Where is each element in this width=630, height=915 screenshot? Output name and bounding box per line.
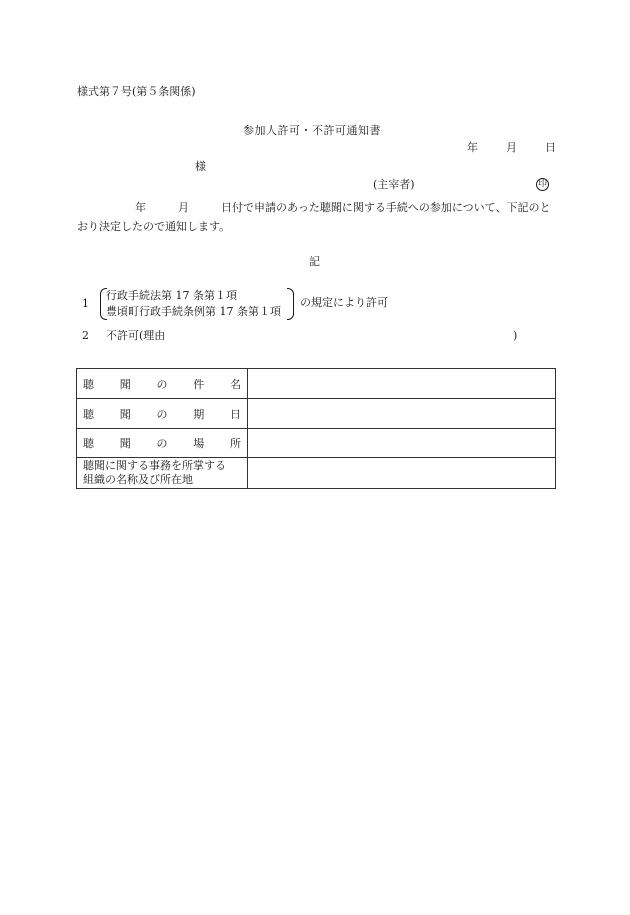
label-char: の [156,437,168,450]
ki-heading: 記 [309,255,320,268]
label-char: 聴 [83,377,94,391]
table-row-place [77,429,556,458]
row-label-hearing-name [77,369,248,399]
label-char: 所 [230,437,241,450]
item-2-close-paren: ) [513,329,518,342]
label-char: 聴 [83,407,94,421]
value-organization[interactable] [248,458,556,489]
label-char: 件 [193,377,205,391]
table-row-date [77,399,556,429]
seal-mark-icon: 印 [537,179,547,189]
label-char: 名 [230,377,241,391]
label-char: 聞 [119,437,131,450]
row-label-organization [77,458,248,489]
addressee-suffix: 様 [195,160,206,173]
body-month-label: 月 [178,201,189,214]
organizer-label: (主宰者) [373,178,415,191]
form-number-label: 様式第７号(第５条関係) [77,85,196,98]
label-char: の [156,407,168,421]
body-year-label: 年 [135,201,146,214]
date-month-label: 月 [506,141,517,154]
right-bracket [287,288,294,320]
document-title: 参加人許可・不許可通知書 [243,124,381,137]
label-char: 聞 [119,407,131,421]
item-2-text: 不許可(理由 [106,329,166,342]
hearing-info-table [76,368,556,489]
issue-date-line [467,142,556,153]
value-hearing-name[interactable] [248,369,556,399]
value-hearing-date[interactable] [248,399,556,429]
value-hearing-place[interactable] [248,429,556,458]
label-char: 場 [193,437,205,450]
label-char: 期 [193,407,205,421]
item-1-number: 1 [82,297,89,310]
date-year-label: 年 [467,141,478,154]
item-1-law-2: 豊頃町行政手続条例第 17 条第１項 [106,305,281,318]
label-char: 聴 [83,437,94,450]
date-day-label: 日 [545,141,556,154]
notification-body [77,198,555,236]
table-row-name [77,369,556,399]
item-1-law-1: 行政手続法第 17 条第１項 [106,289,237,302]
label-char: 聞 [119,377,131,391]
org-label-line-1: 聴聞に関する事務を所掌する [83,459,226,472]
item-1-suffix: の規定により許可 [300,296,388,309]
item-2-number: 2 [82,329,89,342]
row-label-hearing-place [77,429,248,458]
label-char: 日 [230,407,241,421]
body-text: 日付で申請のあった聴聞に関する手続への参加について、下記のとおり決定したので通知します。 [77,201,551,233]
org-label-line-2: 組織の名称及び所在地 [83,473,193,486]
row-label-hearing-date [77,399,248,429]
label-char: の [156,377,168,391]
table-row-organization [77,458,556,489]
